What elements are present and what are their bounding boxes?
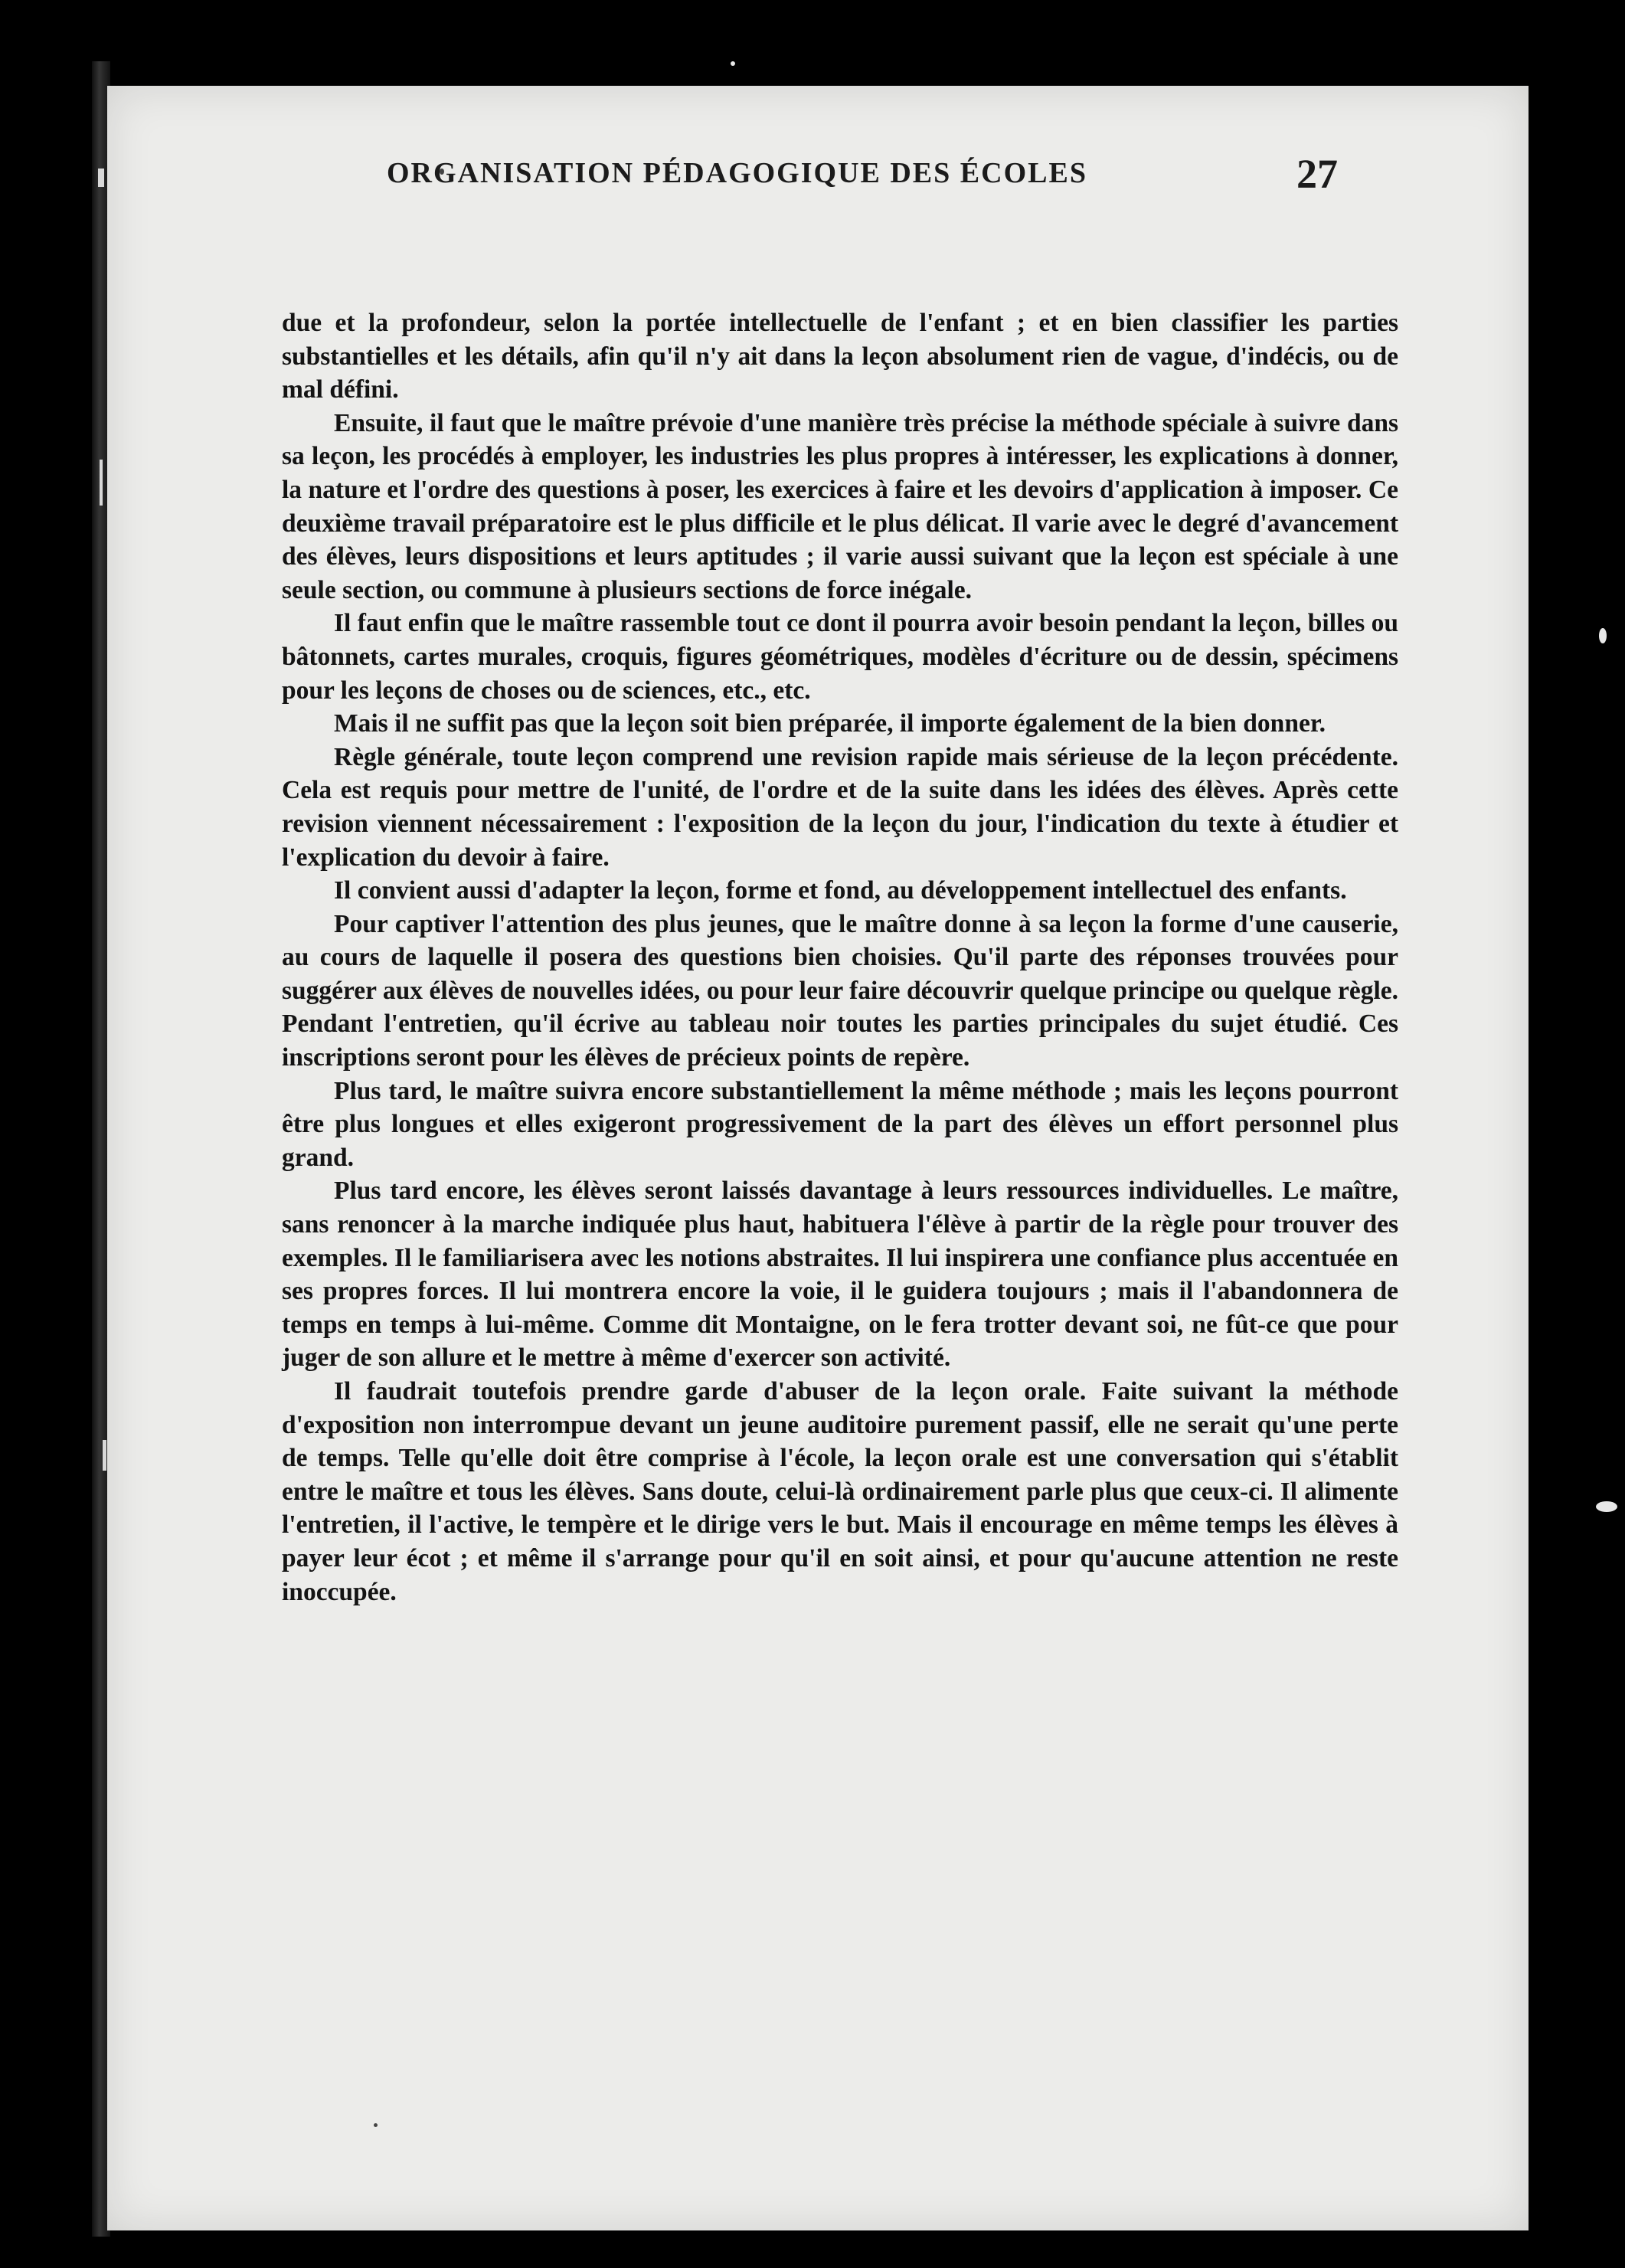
paragraph: Il faut enfin que le maître rassemble tout ce dont il pourra avoir besoin pendant la leçon, billes ou bâtonnets, cartes murales, croquis, figures géométriques, modèles d'écriture ou de dessin, spécimens pour les leçons de choses ou de sciences, etc., etc. (282, 609, 1398, 705)
paragraph: due et la profondeur, selon la portée intellectuelle de l'enfant ; et en bien classifier les parties substantielles et les détails, afin qu'il n'y ait dans la leçon absolument rien de vague, d'indécis, ou de mal défini. (282, 309, 1398, 404)
paragraph: Plus tard encore, les élèves seront laissés davantage à leurs ressources individuelles. Le maître, sans renoncer à la marche indiquée plus haut, habituera l'élève à partir de la règle pour trouver des exemples. Il le familiarisera avec les notions abstraites. Il lui inspirera une confiance plus accentuée en ses propres forces. Il lui montrera encore la voie, il le guidera toujours ; mais il l'abandonnera de temps en temps à lui-même. Comme dit Montaigne, on le fera trotter devant soi, ne fût-ce que pour juger de son allure et le mettre à même d'exercer son activité. (282, 1177, 1398, 1373)
paragraph: Pour captiver l'attention des plus jeunes, que le maître donne à sa leçon la forme d'une causerie, au cours de laquelle il posera des questions bien choisies. Qu'il parte des réponses trouvées pour suggérer aux élèves de nouvelles idées, ou pour leur faire découvrir quelque principe ou quelque règle. Pendant l'entretien, qu'il écrive au tableau noir toutes les parties principales du sujet étudié. Ces inscriptions seront pour les élèves de précieux points de repère. (282, 909, 1398, 1072)
binding-artifact (100, 460, 103, 506)
page-speck (374, 2123, 378, 2127)
scan-speck (731, 61, 735, 66)
paragraph: Mais il ne suffit pas que la leçon soit bien préparée, il importe également de la bien donner. (334, 709, 1326, 738)
paragraph: Plus tard, le maître suivra encore substantiellement la même méthode ; mais les leçons pourront être plus longues et elles exigeront progressivement de la part des élèves un effort personnel plus grand. (282, 1076, 1398, 1172)
page-header (387, 150, 1382, 196)
paragraph: Il faudrait toutefois prendre garde d'abuser de la leçon orale. Faite suivant la méthode d'exposition non interrompue devant un jeune auditoire purement passif, elle ne serait qu'une perte de temps. Telle qu'elle doit être comprise à l'école, la leçon orale est une conversation qui s'établit entre le maître et tous les élèves. Sans doute, celui-là ordinairement parle plus que ceux-ci. Il alimente l'entretien, il l'active, le tempère et le dirige vers le but. Mais il encourage en même temps les élèves à payer leur écot ; et même il s'arrange pour qu'il en soit ainsi, et pour qu'aucune attention ne reste inoccupée. (282, 1377, 1398, 1606)
paragraph: Règle générale, toute leçon comprend une revision rapide mais sérieuse de la leçon précédente. Cela est requis pour mettre de l'unité, de l'ordre et de la suite dans les idées des élèves. Après cette revision viennent nécessairement : l'exposition de la leçon du jour, l'indication du texte à étudier et l'explication du devoir à faire. (282, 742, 1398, 872)
running-title: ORGANISATION PÉDAGOGIQUE DES ÉCOLES (387, 157, 1087, 189)
body-text (282, 306, 1398, 1609)
page-number: 27 (1296, 151, 1338, 197)
paragraph: Ensuite, il faut que le maître prévoie d'une manière très précise la méthode spéciale à suivre dans sa leçon, les procédés à employer, les industries les plus propres à intéresser, les explications à donner, la nature et l'ordre des questions à poser, les exercices à faire et les devoirs d'application à imposer. Ce deuxième travail préparatoire est le plus difficile et le plus délicat. Il varie avec le degré d'avancement des élèves, leurs dispositions et leurs aptitudes ; il varie aussi suivant que la leçon est spéciale à une seule section, ou commune à plusieurs sections de force inégale. (282, 408, 1398, 604)
scan-speck (1596, 1501, 1617, 1512)
scan-speck (1599, 628, 1607, 643)
binding-artifact (98, 169, 104, 187)
binding-artifact (103, 1440, 106, 1471)
paragraph: Il convient aussi d'adapter la leçon, forme et fond, au développement intellectuel des enfants. (334, 876, 1347, 905)
